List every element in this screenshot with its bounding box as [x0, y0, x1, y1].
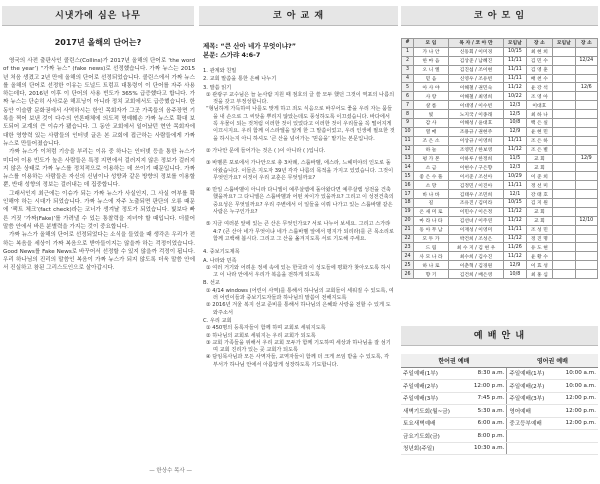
group-cell — [553, 83, 575, 92]
column-sinaetga — [0, 0, 198, 484]
group-row — [402, 154, 598, 163]
prayer-item: ② 2016년 겨울 복지 선교 준비를 통해서 하나님의 은혜와 사랑을 전할 수 있게 도와주소서 — [206, 302, 391, 316]
study-body — [203, 67, 395, 369]
group-row — [402, 172, 598, 181]
group-cell: 9 — [402, 119, 414, 128]
group-row — [402, 181, 598, 190]
group-cell: 13 — [402, 154, 414, 163]
group-cell: 12 — [402, 145, 414, 154]
group-cell — [575, 136, 597, 145]
group-cell: 하 나 로 — [414, 261, 449, 270]
service-name: 주일예배(2부) — [401, 380, 464, 393]
group-cell: 바 나 바 — [414, 190, 449, 199]
group-cell: 5 — [402, 83, 414, 92]
author-signature: — 한상수 목사 — — [149, 468, 192, 474]
col-header: 모 임 — [414, 39, 449, 48]
group-cell: 박건희 / 조성은 — [448, 234, 503, 243]
group-cell — [553, 56, 575, 65]
col-header: 목 자 / 코 아 만 — [448, 39, 503, 48]
service-table-header — [401, 354, 598, 367]
group-cell: 26 — [402, 270, 414, 279]
group-cell — [553, 127, 575, 136]
group-cell — [553, 243, 575, 252]
group-cell: 15 — [402, 172, 414, 181]
korean-service-title: 한어권 예배 — [401, 354, 507, 367]
group-cell: 19 — [402, 207, 414, 216]
group-cell: 이해철 / 권민숙 — [448, 83, 503, 92]
service-row — [401, 392, 598, 405]
column-coa-groups — [401, 0, 600, 484]
group-cell: 배 천 수 — [526, 74, 553, 83]
group-cell: 10/15 — [504, 199, 526, 208]
service-name: 새벽기도회(월~금) — [401, 405, 464, 418]
group-cell — [553, 199, 575, 208]
group-cell: 조 은 하 — [526, 136, 553, 145]
group-cell: 조 은 소 — [414, 136, 449, 145]
group-cell: 길 — [414, 199, 449, 208]
group-cell: 최 현 희 — [526, 47, 553, 56]
group-cell — [575, 127, 597, 136]
group-cell — [553, 92, 575, 101]
group-cell: 교 회 — [526, 163, 553, 172]
group-cell: 이해철 / 최영희 — [448, 92, 503, 101]
group-cell: 열 매 — [414, 127, 449, 136]
prayer-item: ④ 담임목사님과 모든 사역자들, 교역자들이 함께 더 크게 쓰임 받을 수 있도록, 각 부서가 하나님 안에서 아름답게 성장하도록 기도합니다. — [206, 354, 390, 368]
col-header: 장 소 — [575, 39, 597, 48]
group-cell: 강 태 호 — [526, 190, 553, 199]
article-paragraph: 영국의 사전 출판사인 콜린스(Collins)가 2017년 올해의 단어로 ‘the word of the year’) “가짜 뉴스” (fake news)로 선정했습니다. 가짜 뉴스는 2015년 처음 생겼고 2년 만에 올해의 단어로 선정되었습니다. 콜린스에서 가짜 뉴스를 올해의 단어로 선정한 이유는 도널드 트럼프 대통령이 이 단어를 자주 사용하는데다, 2016년 이후 이 단어의 사용 빈도가 365% 급증했다고 합니다. 가짜 뉴스는 단순히 사사로운 해프닝이 아니라 정치 교회에서도 급증했습니다. 한 동안 이슬람 문화권에서 사역하시는 한인 목회자가 그곳 가족들의 음주장면 기록을 찍어 보낸 것이 다수의 언론매체에 의도적 명예훼손 가짜 뉴스로 확대 보도되어 교계의 큰 이슈가 됐습니다. 그 동안 교회에서 일어났던 현안 목회자에 대한 영향력 있는 사람들의 인터넷 글은 본 교회에 접근하는 사람들에게 가짜 뉴스로 만들어졌습니다. — [3, 58, 195, 147]
group-row — [402, 145, 598, 154]
group-cell: 3 — [402, 65, 414, 74]
group-cell — [553, 172, 575, 181]
group-row — [402, 101, 598, 110]
study-question: ① 관광구 교수님은 늘 눈사람 지원 때 점호의 글 쓸 모두 했던 그것이 역포의 나름의 것을 갖고 부정성합니다. — [206, 91, 395, 106]
group-cell: 이상규 / 이영희 — [448, 136, 503, 145]
group-row — [402, 127, 598, 136]
group-cell — [553, 252, 575, 261]
group-table — [401, 38, 598, 279]
group-cell: 교 회 — [526, 154, 553, 163]
group-cell: 정 선 미 — [526, 181, 553, 190]
group-cell: 조 영 아 — [526, 92, 553, 101]
group-row — [402, 270, 598, 279]
prayer-category: B. 선교 — [203, 280, 220, 287]
group-cell: 오 니 엘 — [414, 65, 449, 74]
group-cell: 최 하 나 — [526, 110, 553, 119]
study-heading: 1. 관계와 친밀 — [203, 68, 237, 74]
group-cell — [553, 119, 575, 128]
group-cell: 14 — [402, 163, 414, 172]
col-header: 모임날 — [504, 39, 526, 48]
study-heading: 2. 교회 말씀을 통한 은혜 나누기 — [203, 76, 277, 83]
study-question: ④ 만일 스룹바벨이 아니라 다니엘이 예루살렘에 돌아왔다면 예루살렘 성전을 건축했을까요? 그 다니엘은 스룹바벨과 어떤 차이가 있을까요? 그리고 이 성전건축의 중요성은 무엇일까요? 우리 주변에서 이 일들을 이뤄 나가고 있는 스룹바벨 같은 사람은 누구인가요? — [206, 187, 394, 216]
article-title: 2017년 올해의 단어는? — [54, 38, 142, 47]
group-cell — [575, 207, 597, 216]
service-name: 금요기도회(금) — [401, 430, 464, 443]
group-cell — [553, 47, 575, 56]
group-cell: 11/12 — [504, 145, 526, 154]
group-cell: 감 사 — [414, 119, 449, 128]
group-cell — [553, 163, 575, 172]
group-cell — [575, 145, 597, 154]
group-cell: 12/24 — [575, 56, 597, 65]
service-row — [401, 367, 598, 380]
group-cell: 20 — [402, 216, 414, 225]
group-cell: 23 — [402, 243, 414, 252]
group-cell: 김상준 / 남혜진 — [448, 56, 503, 65]
group-cell: 11/26 — [504, 243, 526, 252]
group-cell: 최 수 지 / 김 현 우 — [448, 243, 503, 252]
prayer-item: ③ 교회 가족들을 위해서 우리 교회 모두가 함께 기도하며 세상과 하나님을 잘 섬기며 교회 진리가 있는 곳 교회가 되도록 — [206, 339, 391, 354]
group-cell: 이대호 — [526, 101, 553, 110]
group-cell — [553, 65, 575, 74]
service-table — [401, 354, 598, 455]
group-cell: 이재성 / 이영미 — [448, 225, 503, 234]
service-name: 중고등부예배 — [507, 417, 556, 430]
group-cell: 백 은 실 — [526, 119, 553, 128]
prayer-category: A. 나라와 민족 — [203, 257, 237, 264]
group-cell — [575, 110, 597, 119]
group-cell — [575, 252, 597, 261]
prayer-item: ① 여러 거기와 어려운 정세 속에 있는 한국과 이 성도들에 평화가 찾아오도록 하시고 이 나라 안에서 우리가 복음을 전하게 되도록 — [206, 264, 391, 279]
group-cell: 최수희 / 김수진 — [448, 252, 503, 261]
service-time: 5:30 a.m. — [464, 405, 507, 418]
service-time: 8:30 a.m. — [464, 367, 507, 380]
group-cell — [575, 74, 597, 83]
group-cell — [553, 145, 575, 154]
group-cell — [575, 234, 597, 243]
group-table-header — [402, 39, 598, 48]
group-cell: 신영우 / 조유빈 — [448, 74, 503, 83]
article-paragraph: 가짜 뉴스가 이처럼 기승을 부리는 이유 중 하나는 인터넷 등을 통한 뉴스가 미디어 이용 빈도가 높은 사람들은 특정 지면에서 걸러지지 않은 정보가 걸러지지 않은 상태로 가짜 뉴스를 정치적으로 이용하는 데 쓰이기 때문입니다. 가짜 뉴스를 이용하는 사람들은 자신의 신념이나 성향과 같은 방향의 정보를 이용할 뿐, 반대 성향의 정보는 걸러내는 데 집중합니다. — [3, 149, 195, 189]
group-row — [402, 261, 598, 270]
group-cell: 10/15 — [504, 47, 526, 56]
group-cell — [575, 163, 597, 172]
group-cell: 17 — [402, 190, 414, 199]
group-cell: 12/3 — [504, 101, 526, 110]
group-cell: 사 모 나 라 — [414, 252, 449, 261]
group-cell: 12/6 — [575, 83, 597, 92]
group-cell: 11/12 — [504, 83, 526, 92]
group-cell: 16 — [402, 181, 414, 190]
group-cell: 10/22 — [504, 92, 526, 101]
group-cell: 25 — [402, 261, 414, 270]
group-cell: 이현수 / 구은향 — [448, 163, 503, 172]
group-cell: 모 두 가 — [414, 234, 449, 243]
group-cell: 12/9 — [504, 261, 526, 270]
study-question: ③ 바벨론 포로에서 가나안으로 총 3차례, 스룹바벨, 에스라, 느헤미야의 인도로 돌아왔습니다. 이들은 지도자 39년 각각 나름의 목적을 가지고 있었습니다. 그것이 무엇인가요? 이것이 우리 교훈은 무엇일까요? — [206, 160, 394, 181]
group-cell: 11/5 — [504, 154, 526, 163]
group-cell: 조영민 / 한보영 — [448, 145, 503, 154]
group-cell — [575, 190, 597, 199]
service-name: 주일예배(3부) — [507, 392, 556, 405]
group-cell: 김 지 원 — [526, 199, 553, 208]
sermon-scripture: 본문: 스가랴 4:6-7 — [203, 51, 261, 59]
service-name: 영어예배 — [507, 405, 556, 418]
group-cell: 한 마 음 — [414, 56, 449, 65]
group-cell: 11/12 — [504, 252, 526, 261]
group-cell: 김태우 / 조민희 — [448, 190, 503, 199]
section-header-sinaetga: 시냇가에 심은 나무 — [2, 6, 194, 26]
group-cell — [575, 270, 597, 279]
group-cell: 김선녀 / 이주연 — [448, 216, 503, 225]
group-cell — [553, 181, 575, 190]
group-cell: 7 — [402, 101, 414, 110]
group-cell: 김 민 수 — [526, 56, 553, 65]
study-heading: 3. 말씀 읽기 — [203, 84, 232, 91]
service-row — [401, 442, 598, 455]
group-cell: 12/9 — [575, 154, 597, 163]
article-paragraph: 그래서인지 최근에는 이슈가 되는 가짜 뉴스가 사실인지, 그 사실 여부를 확인해야 하는 시대가 되었습니다. 가짜 뉴스에 자주 노출되면 판단의 오류 때문에 ‘팩트 체크’(fact check)라는 코너가 생겨날 정도가 되었습니다. 빛보다 빠른 거짓 ‘가짜(Fake)’를 가려낼 수 있는 통찰력을 지녀야 할 때입니다. 더불어 말씀 안에서 바른 분별력을 가지는 것이 중요합니다. — [3, 190, 195, 230]
group-cell: 사 랑 — [414, 92, 449, 101]
group-row — [402, 190, 598, 199]
service-name: 주일예배(2부) — [507, 380, 556, 393]
group-cell: 조 은 별 — [526, 145, 553, 154]
group-cell: 평 가 본 — [414, 154, 449, 163]
study-passage: “형님하게 가득하여 나를도 맞게 하고 죄도 식음으로 바꾸어도 좋을 우리 자는 뭄들을 내 손으로 그 씨앗을 뿌리지 않았는데도 풍성하도록 이끄셨습니다. 바다에서 꼭 우물이 되는 것처럼 이러한 것이 있었다고 이러한 것이 우리들을 꼭 떨어지게 이끄시지요. 우리 함께 이스라엘을 알게 한 그 말씀이었고, 우리 인생에 필요한 것을 하시는지 아니 하셔도 ‘큰 산을 넘어가는 ‘믿음을’ 맡기는 본문입니다. — [206, 106, 395, 142]
group-cell — [575, 101, 597, 110]
group-cell: 11/12 — [504, 234, 526, 243]
group-cell: 1 — [402, 47, 414, 56]
group-cell: 김 영 훈 — [526, 65, 553, 74]
group-cell — [575, 261, 597, 270]
group-cell: 윤 황 수 — [526, 252, 553, 261]
group-cell — [553, 154, 575, 163]
service-time: 6:00 a.m. — [464, 417, 507, 430]
group-cell: 11/11 — [504, 65, 526, 74]
group-cell: 이해성 / 윤대호 — [448, 119, 503, 128]
group-cell: 이하루 / 한정희 — [448, 154, 503, 163]
group-cell: 소 금 — [414, 163, 449, 172]
group-cell — [553, 261, 575, 270]
group-cell: 교 회 — [526, 216, 553, 225]
group-cell: 12/5 — [504, 110, 526, 119]
group-row — [402, 47, 598, 56]
col-header: 모임날 — [553, 39, 575, 48]
service-time — [555, 442, 598, 455]
group-cell: 10/29 — [504, 172, 526, 181]
group-cell — [575, 47, 597, 56]
col-header: # — [402, 39, 414, 48]
group-cell: 이서준 / 조선아 — [448, 172, 503, 181]
group-cell — [575, 65, 597, 74]
service-row — [401, 405, 598, 418]
group-cell: 윤 현 민 — [526, 127, 553, 136]
group-cell: 김건희 / 배은영 — [448, 270, 503, 279]
section-header-services: 예 배 안 내 — [401, 326, 598, 346]
group-cell: 10/8 — [504, 270, 526, 279]
group-cell: 믿 음 — [414, 74, 449, 83]
service-time: 10:00 a.m. — [555, 367, 598, 380]
group-cell: 빛 — [414, 110, 449, 119]
section-header-coa-study: 코 아 교 재 — [199, 6, 398, 26]
group-row — [402, 163, 598, 172]
group-cell — [575, 225, 597, 234]
group-row — [402, 65, 598, 74]
group-cell: 11/12 — [504, 207, 526, 216]
group-cell: 조유진 / 김미라 — [448, 199, 503, 208]
group-cell: 소 망 — [414, 181, 449, 190]
group-cell: 11 — [402, 136, 414, 145]
group-row — [402, 110, 598, 119]
group-cell: 12/10 — [575, 216, 597, 225]
group-cell: 22 — [402, 234, 414, 243]
group-cell: 하 늘 — [414, 145, 449, 154]
service-name: 주일예배(1부) — [401, 367, 464, 380]
group-cell: 유 도 현 — [526, 243, 553, 252]
group-cell: 아 사 야 — [414, 83, 449, 92]
group-cell: 마 라 나 타 — [414, 216, 449, 225]
service-time: 12:00 p.m. — [555, 405, 598, 418]
group-row — [402, 83, 598, 92]
article-paragraph: 가짜 뉴스가 올해의 단어로 선정되었다는 소식을 들었을 때 생각은 우리가 전하는 복음을 세상이 가짜 복음으로 받아들이지는 않을까 하는 걱정이었습니다. Good News를 Fake News로 바꾸어서 선정할 수 있지 않을까 걱정이 됩니다. 우리 하나님의 진리의 말씀인 복음이 가짜 뉴스가 되지 않도록 더욱 말씀 안에서 진실하고 참된 그리스도인으로 살아갑시다. — [3, 232, 195, 272]
group-cell: 11/11 — [504, 74, 526, 83]
group-cell: 조용규 / 권현주 — [448, 127, 503, 136]
prayer-item: ① 4/14 windows (어린이 사역)를 통해서 하나님의 교회들이 세워질 수 있도록, 여러 어린이들과 중보기도자들과 하나님의 말씀이 전해지도록 — [206, 287, 394, 302]
group-cell: 신동회 / 이미경 — [448, 47, 503, 56]
group-cell — [553, 136, 575, 145]
service-name — [507, 442, 556, 455]
service-row — [401, 430, 598, 443]
group-cell — [553, 270, 575, 279]
group-cell — [553, 216, 575, 225]
group-cell: 드 림 — [414, 243, 449, 252]
group-cell — [553, 225, 575, 234]
prayer-item: ② 하나님의 교회로 세워지는 우리 교회가 되도록 — [206, 332, 316, 339]
service-time: 12:00 p.m. — [555, 417, 598, 430]
group-cell: 8 — [402, 110, 414, 119]
group-cell: 동 아 무 남 — [414, 225, 449, 234]
service-time: 10:30 a.m. — [464, 442, 507, 455]
sermon-info — [203, 42, 296, 60]
group-cell: 이춘혁 / 김경원 — [448, 261, 503, 270]
group-cell — [575, 199, 597, 208]
group-cell: 12/1 — [504, 190, 526, 199]
group-cell: 10/8 — [504, 119, 526, 128]
group-cell: 12/3 — [504, 163, 526, 172]
group-cell: 6 — [402, 92, 414, 101]
group-cell: 윤 강 석 — [526, 83, 553, 92]
service-name: 청년회(주일) — [401, 442, 464, 455]
study-question: ⑤ 지금 여러분 앞에 있는 큰 산은 무엇인가요? 서로 나누어 보세요. 그리고 스가랴 4:7 (큰 산아 네가 무엇이냐 네가 스룹바벨 앞에서 평지가 되리라)를 큰 목소리로 함께 고백해 봅시다. 그리고 그 산을 옮겨지도록 서로 기도해 주세요. — [206, 221, 394, 242]
service-time: 12:00 p.m. — [555, 392, 598, 405]
study-question: ② 가나안 문에 들어가는 것은 ( )이 아니라 ( )입니다. — [206, 147, 326, 154]
group-row — [402, 252, 598, 261]
group-row — [402, 207, 598, 216]
group-cell — [553, 110, 575, 119]
group-row — [402, 119, 598, 128]
group-cell: 교 회 — [526, 207, 553, 216]
service-row — [401, 380, 598, 393]
col-header: 장 소 — [526, 39, 553, 48]
service-name: 주일예배(1부) — [507, 367, 556, 380]
group-cell: 이민수 / 이은정 — [448, 207, 503, 216]
group-cell: 향 기 — [414, 270, 449, 279]
service-time: 7:45 p.m. — [464, 392, 507, 405]
group-row — [402, 243, 598, 252]
service-name — [507, 430, 556, 443]
group-cell: 12/9 — [504, 127, 526, 136]
group-row — [402, 199, 598, 208]
article-body — [3, 57, 195, 273]
column-coa-study — [199, 0, 399, 484]
group-row — [402, 225, 598, 234]
group-row — [402, 92, 598, 101]
group-cell: 10 — [402, 127, 414, 136]
service-name: 토요새벽예배 — [401, 417, 464, 430]
study-heading: 4. 중보기도제목 — [203, 249, 240, 256]
group-cell — [575, 172, 597, 181]
group-row — [402, 216, 598, 225]
group-row — [402, 234, 598, 243]
group-cell: 가 나 안 — [414, 47, 449, 56]
group-cell: 조 성 민 — [526, 225, 553, 234]
group-cell — [553, 207, 575, 216]
group-cell: 11/12 — [504, 216, 526, 225]
sermon-title: 제목: “큰 산아 네가 무엇이냐?” — [203, 42, 297, 50]
group-cell: 11/11 — [504, 136, 526, 145]
group-cell: 노지국 / 이종래 — [448, 110, 503, 119]
group-row — [402, 74, 598, 83]
group-cell — [575, 181, 597, 190]
english-service-title: 영어권 예배 — [507, 354, 598, 367]
group-cell: 4 — [402, 74, 414, 83]
group-cell: 이대영 / 이수빈 — [448, 101, 503, 110]
service-time: 12:00 p.m. — [464, 380, 507, 393]
group-cell — [575, 92, 597, 101]
group-cell: 이 효 성 — [526, 261, 553, 270]
group-cell: 샬 롬 — [414, 101, 449, 110]
service-row — [401, 417, 598, 430]
service-time — [555, 430, 598, 443]
group-cell — [575, 119, 597, 128]
group-cell — [553, 190, 575, 199]
group-cell — [575, 243, 597, 252]
group-cell: 18 — [402, 199, 414, 208]
group-cell: 정 진 명 — [526, 234, 553, 243]
service-time: 10:00 a.m. — [555, 380, 598, 393]
prayer-category: C. 우리 교회 — [203, 317, 232, 324]
group-row — [402, 56, 598, 65]
service-name: 주일예배(3부) — [401, 392, 464, 405]
group-cell: 11/11 — [504, 225, 526, 234]
group-cell — [553, 74, 575, 83]
group-cell: 좋 은 수 풀 — [414, 172, 449, 181]
group-row — [402, 136, 598, 145]
group-cell: 11/11 — [504, 56, 526, 65]
section-header-coa-groups: 코 아 모 임 — [401, 6, 598, 26]
prayer-item: ① 450명의 등록자들이 함께 하며 교회로 세워지도록 — [206, 325, 326, 332]
service-time: 8:00 p.m. — [464, 430, 507, 443]
group-cell: 김정민 / 이진아 — [448, 181, 503, 190]
group-cell: 최 홍 심 — [526, 270, 553, 279]
group-cell: 이 준 희 — [526, 172, 553, 181]
group-cell: 2 — [402, 56, 414, 65]
group-cell — [553, 234, 575, 243]
group-cell: 온 새 미 로 — [414, 207, 449, 216]
group-cell: 24 — [402, 252, 414, 261]
group-cell — [553, 101, 575, 110]
group-cell: 11/11 — [504, 181, 526, 190]
group-cell: 21 — [402, 225, 414, 234]
group-cell: 김진섭 / 조이현 — [448, 65, 503, 74]
